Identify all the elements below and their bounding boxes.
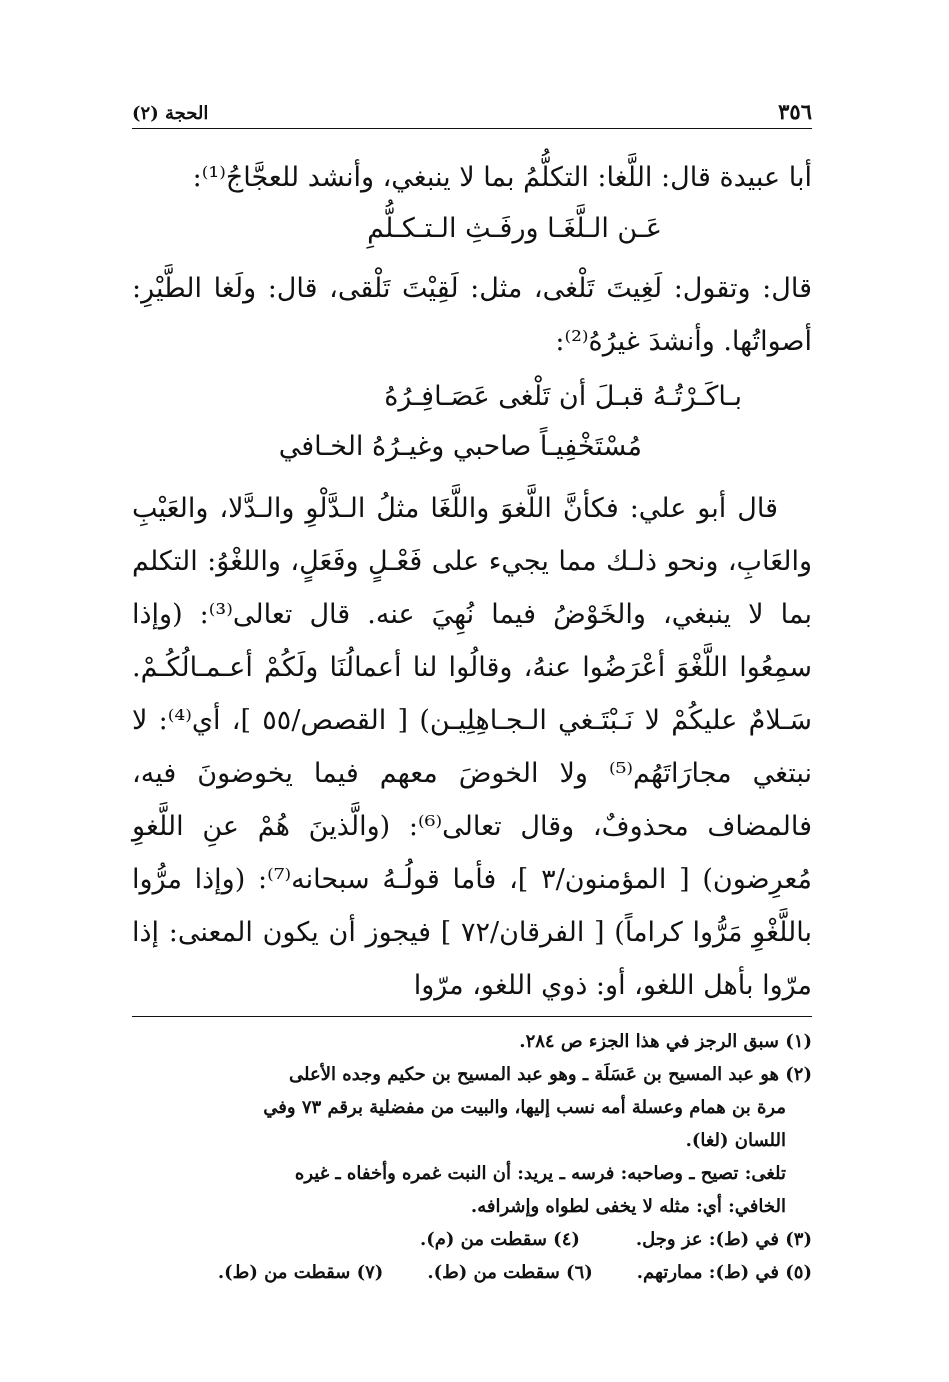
footnotes (132, 1025, 812, 1289)
footnote-2: (٢) هو عبد المسيح بن عَسَلَة ـ وهو عبد المسيح بن حكيم وجده الأعلى (289, 1064, 812, 1085)
main-text (132, 151, 812, 1012)
paragraph-1: أبا عبيدة قال: اللَّغا: التكلُّمُ بما لا ينبغي، وأنشد للعجَّاجُ⁽¹⁾: (192, 162, 812, 193)
verse-line-2: بـاكَـرْتُـهُ قبـلَ أن تَلْغى عَصَـافِـرُهُ (384, 381, 742, 412)
footnote-row (132, 1223, 812, 1256)
footnote-7: (٧) سقطت من (ط). (217, 1262, 384, 1283)
footnote-2-continuation: اللسان (لغا). (685, 1130, 786, 1151)
book-page (132, 90, 812, 1289)
running-title: الحجة (٢) (132, 103, 209, 124)
footnote-6: (٦) سقطت من (ط). (427, 1262, 593, 1283)
footnote-separator (132, 1016, 812, 1017)
footnote-3: (٣) في (ط): عز وجل. (635, 1229, 812, 1250)
footnote-2-gloss: الخافي: أي: مثله لا يخفى لطواه وإشرافه. (470, 1196, 786, 1217)
paragraph-3: قال أبو علي: فكأنَّ اللَّغوَ واللَّغَا مثلُ الـدَّلْوِ والـدَّلا، والعَيْبِ والعَابِ، ونحو ذلـك مما يجيء على فَعْـلٍ وفَعَلٍ، واللغْوُ: التكلم بما لا ينبغي، والخَوْضُ فيما نُهِيَ عنه. قال تعالى⁽³⁾: (وإذا سمِعُوا اللَّغْوَ أعْرَضُوا عنهُ، وقالُوا لنا أعمالُنَا ولَكُمْ أعـمـالُكُـمْ. سَـلامٌ عليكُمْ لا نَـبْتَـغي الـجـاهِلِيـن) [ القصص/٥٥ ]، أي⁽⁴⁾: لا نبتغي مجارَاتَهُم⁽⁵⁾ ولا الخوضَ معهم فيما يخوضونَ فيه، فالمضاف محذوفٌ، وقال تعالى⁽⁶⁾: (والَّذينَ هُمْ عنِ اللَّغوِ مُعرِضون) [ المؤمنون/٣ ]، فأما قولُـهُ سبحانه⁽⁷⁾: (وإذا مرُّوا باللَّغْوِ مَرُّوا كراماً) [ الفرقان/٧٢ ] فيجوز أن يكون المعنى: إذا مرّوا بأهل اللغو، أو: ذوي اللغو، مرّوا (132, 493, 813, 1001)
footnote-1: (١) سبق الرجز في هذا الجزء ص ٢٨٤. (519, 1031, 812, 1052)
footnote-2-continuation: مرة بن همام وعسلة أمه نسب إليها، والبيت من مفضلية برقم ٧٣ وفي (263, 1097, 786, 1118)
page-number: ٣٥٦ (778, 99, 812, 124)
footnote-5: (٥) في (ط): ممارتهم. (636, 1262, 812, 1283)
footnote-4: (٤) سقطت من (م). (419, 1229, 580, 1250)
footnote-row (132, 1256, 812, 1289)
footnote-2-gloss: تلغى: تصيح ـ وصاحبه: فرسه ـ يريد: أن النبت غمره وأخفاه ـ غيره (294, 1163, 786, 1184)
verse-line-1: عَـن الـلَّغَـا ورفَـثِ الـتـكـلُّمِ (367, 213, 662, 244)
paragraph-2: قال: وتقول: لَغِيتَ تَلْغى، مثل: لَقِيْتَ تَلْقى، قال: ولَغا الطَّيْرِ: أصواتُها. وأنشدَ غيرُهُ⁽²⁾: (132, 273, 812, 357)
running-header (132, 90, 812, 129)
verse-line-3: مُسْتَخْفِيـاً صاحبي وغيـرُهُ الخـافي (278, 431, 642, 462)
